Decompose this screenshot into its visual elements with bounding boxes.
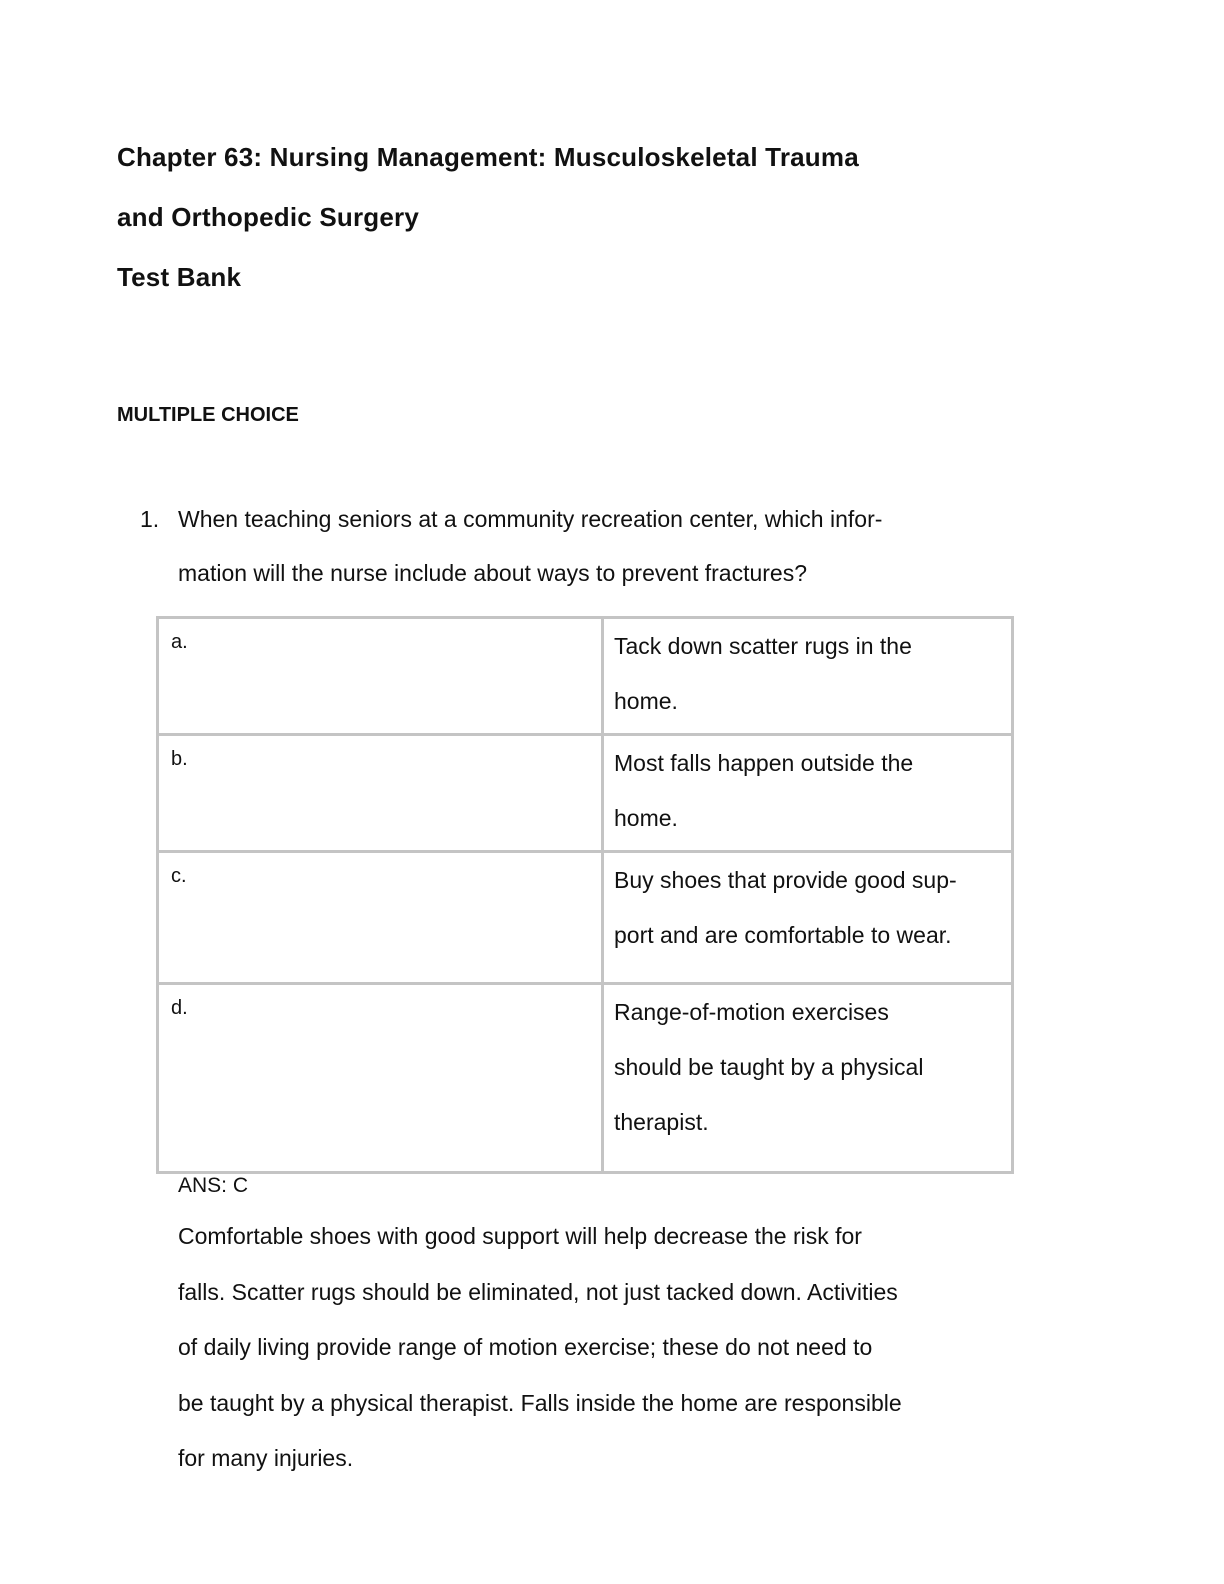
option-letter: a. [158, 618, 603, 735]
option-letter: d. [158, 984, 603, 1173]
chapter-title-line-2: and Orthopedic Surgery [117, 202, 420, 232]
option-text-line: should be taught by a physical [614, 1054, 924, 1080]
option-text-line: home. [614, 688, 678, 714]
option-row-a [158, 618, 1013, 735]
option-row-c [158, 852, 1013, 984]
option-text [603, 618, 1013, 735]
answer-options-table [156, 616, 1014, 1174]
option-letter: b. [158, 735, 603, 852]
rationale-line-5: for many injuries. [178, 1445, 354, 1471]
rationale-line-1: Comfortable shoes with good support will help decrease the risk for [178, 1223, 862, 1249]
answer-key: ANS: C [178, 1174, 249, 1197]
option-text [603, 984, 1013, 1173]
option-text-line: Most falls happen outside the [614, 750, 914, 776]
rationale-line-4: be taught by a physical therapist. Falls inside the home are responsible [178, 1390, 902, 1416]
option-text-line: Buy shoes that provide good sup- [614, 867, 957, 893]
option-letter: c. [158, 852, 603, 984]
option-text [603, 852, 1013, 984]
question-stem-line-1: When teaching seniors at a community recreation center, which infor- [178, 506, 883, 532]
option-text-line: therapist. [614, 1109, 709, 1135]
rationale-line-3: of daily living provide range of motion exercise; these do not need to [178, 1334, 873, 1360]
option-text [603, 735, 1013, 852]
option-text-line: Range-of-motion exercises [614, 999, 889, 1025]
question-number: 1. [140, 506, 160, 532]
test-bank-label: Test Bank [117, 262, 242, 292]
option-row-d [158, 984, 1013, 1173]
option-text-line: port and are comfortable to wear. [614, 922, 952, 948]
question-stem-line-2: mation will the nurse include about ways to prevent fractures? [178, 560, 807, 586]
rationale-line-2: falls. Scatter rugs should be eliminated, not just tacked down. Activities [178, 1279, 898, 1305]
chapter-title-line-1: Chapter 63: Nursing Management: Musculoskeletal Trauma [117, 142, 859, 172]
section-heading: MULTIPLE CHOICE [117, 404, 299, 426]
option-text-line: home. [614, 805, 678, 831]
option-row-b [158, 735, 1013, 852]
option-text-line: Tack down scatter rugs in the [614, 633, 912, 659]
